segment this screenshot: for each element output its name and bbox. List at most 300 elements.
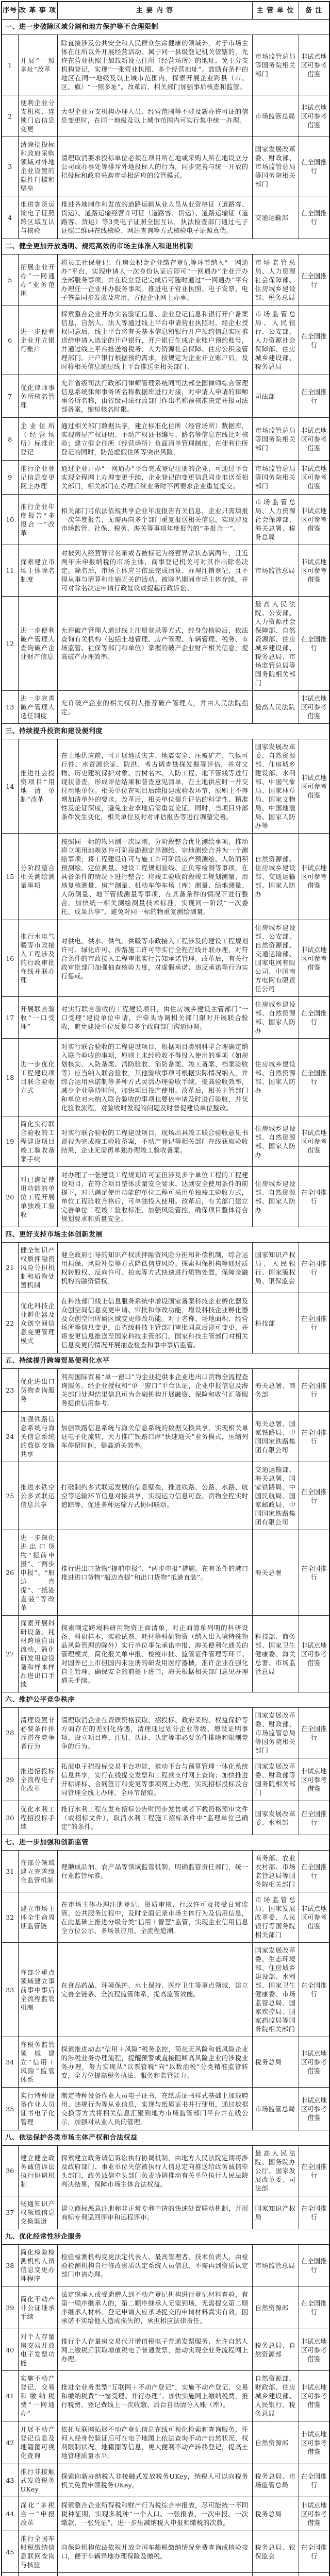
- row-number-cell: 2: [2, 95, 18, 137]
- main-content-cell: 依托互联网拓展不动产登记信息在线可视化检索和查询服务，任何人经身份验证后可在电子地图上依法查询不动产自然状况、权利限制状况、地籍图等信息，更大便利不动产转移登记，提高土地管理质量水平。: [57, 2421, 252, 2464]
- reform-item-cell: 推行全国车船税缴纳信息联网查询与核验: [18, 2531, 57, 2573]
- responsible-unit-cell: 市场监管总局、国家发展改革委、人民银行等国务院相关部门: [252, 1892, 299, 1943]
- row-number-cell: 22: [2, 1293, 18, 1353]
- remark-cell: 非试点地区可参考借鉴: [299, 35, 329, 95]
- row-number-cell: 41: [2, 2371, 18, 2421]
- main-content-cell: 打破制约多式联运发展的信息壁垒，推进铁路、公路、水路、航空等运输环节信息对接共享，实现运力信息可查、货物全程实时追踪等，促进多种运输方式协同联动。: [57, 1462, 252, 1530]
- table-row: [2, 597, 329, 691]
- responsible-unit-cell: 住房城乡建设部、自然资源部、国家人防办: [252, 1167, 299, 1227]
- responsible-unit-cell: 交通运输部、海关总署、国家铁路局、中国民航局、国家邮政局、中国国家铁路集团有限公司: [252, 1462, 299, 1530]
- responsible-unit-cell: [252, 2573, 299, 2576]
- reform-item-cell: 进一步便利破产管理人查询破产企业财产信息: [18, 597, 57, 691]
- reform-item-cell: 进一步便利企业开立银行账户: [18, 306, 57, 375]
- responsible-unit-cell: 税务总局: [252, 2037, 299, 2088]
- row-number-cell: 25: [2, 1462, 18, 1530]
- table-row: [2, 545, 329, 597]
- responsible-unit-cell: 司法部: [252, 375, 299, 418]
- remark-cell: 非试点地区可参考借鉴: [299, 920, 329, 997]
- main-content-cell: 除直接涉及公共安全和人民群众生命健康的领域外，对于市场主体在住所以外开展经营活动、属于同一县级登记机关管辖的，允许在营业执照上加载新设立住所（经营场所）的地址，免于分支机构登记，实现“一张营业执照、多个经营地址”。鼓励有条件的地区在同一地级及以上城市范围内，探索开展企业跨县（市、区、旗）“一照多址”。改革后，相关部门加强事后核查和监管。: [57, 35, 252, 95]
- remark-cell: 非试点地区可参考借鉴: [299, 2329, 329, 2371]
- table-row: [2, 997, 329, 1039]
- remark-cell: 在全国推行: [299, 375, 329, 418]
- responsible-unit-cell: 住房城乡建设部、自然资源部、国家人防办: [252, 1039, 299, 1116]
- section-title: 三、持续提升投资和建设便利度: [2, 724, 329, 739]
- main-content-cell: 探索推进动态“信用＋风险”税务监控，简化无风险和低风险企业的涉税业务办理流程，提醒预警或直接阻断高风险企业的涉税业务办理，努力实现从“以票管税”向“以数治税”分类精准监管转变，全方位提高税务执法、服务和监管能力。: [57, 2037, 252, 2088]
- section-header-row: [2, 1227, 329, 1243]
- responsible-unit-cell: 市场监管总局等国务院相关部门: [252, 35, 299, 95]
- responsible-unit-cell: 海关总署: [252, 1530, 299, 1616]
- main-content-cell: 对供电、供水、供气、供暖等市政接入工程涉及的建设工程规划许可、绿化许可、涉路施工许可等实行全程在线并联办理，对符合条件的市政接入工程审批实行告知承诺管理。改革后，有关行政审批部门加强抽查核验力度，对虚假承诺、违反承诺等行为实行惩戒。: [57, 920, 252, 997]
- column-header-no: 序号: [2, 2, 18, 20]
- table-row: [2, 2146, 329, 2196]
- main-content-cell: 允许省级司法行政部门律师管理系统同司法部全国律师综合管理信息系统律师事务所名称数据库进行对接，对申请人申请的律师事务所名称，由省级司法行政部门作出名称预核准决定并报司法部备案，缩短核名时限。: [57, 375, 252, 418]
- column-header-content: 主 要 内 容: [57, 2, 252, 20]
- responsible-unit-cell: 国家发展改革委、水利部: [252, 1801, 299, 1835]
- table-row: [2, 691, 329, 724]
- reform-item-cell: 推行企业登记信息变更网上办理: [18, 461, 57, 495]
- table-row: [2, 2245, 329, 2286]
- table-row: [2, 1412, 329, 1462]
- table-row: [2, 306, 329, 375]
- reform-item-cell: 开展联合验收“一口受理”: [18, 997, 57, 1039]
- remark-cell: 在全国推行: [299, 1369, 329, 1412]
- main-content-cell: 在市场主体办理注册登记、资质审核、行政许可及接受日常监管、公共服务过程中，及时全面记录市场主体行为及信用信息，在此基础上推进分级分类“信用＋智慧”监管，实现企业信用信息全方位公示、多场景应用、全流程追溯。: [57, 1892, 252, 1943]
- section-title: 二、健全更加开放透明、规范高效的市场主体准入和退出机制: [2, 239, 329, 255]
- row-number-cell: 14: [2, 739, 18, 834]
- main-content-cell: 相关部门可依法依规共享企业年度报告有关信息，企业只需填报一次年度报告，无需再向多个部门重复报送相关信息，实现涉及市场监管、社保、税务、海关等事项年度报告的“多报合一”。: [57, 495, 252, 545]
- reform-item-cell: 清理设置非必要条件排斥潜在竞争者行为: [18, 1708, 57, 1758]
- row-number-cell: 31: [2, 1851, 18, 1892]
- remark-cell: 非试点地区可参考借鉴: [299, 2421, 329, 2464]
- row-number-cell: 27: [2, 1616, 18, 1692]
- reform-item-cell: 便利企业分支机构、连锁门店信息变更: [18, 95, 57, 137]
- main-content-cell: 探索建立政务诚信诉讼执行协调机制，由地方人民法院定期将涉及政府部门、事业单位失信被执行人信息定向推送给政务诚信牵头部门，政务诚信牵头部门负责协调推动有关单位执行人民法院判决结果，保障市场主体合法权益。: [57, 2146, 252, 2196]
- remark-cell: 在全国推行: [299, 1293, 329, 1353]
- responsible-unit-cell: 市场监管总局、人民银行、公安部、人力资源社会保障部、住房城乡建设部、税务总局: [252, 306, 299, 375]
- remark-cell: 非试点地区可参考借鉴: [299, 2088, 329, 2130]
- remark-cell: 在全国推行: [299, 2196, 329, 2229]
- remark-cell: 在全国推行: [299, 2531, 329, 2573]
- main-content-cell: 通过相关部门数据共享，建立标准化住所（经营场所）数据库，实现房屋产权证明、不动产权证书编号、路名等信息在线比对核验；建立健全住所（经营场所）负面清单管理制度，在便利住所登记的同时，防范虚假住所等突出风险。: [57, 418, 252, 461]
- remark-cell: 在全国推行: [299, 1462, 329, 1530]
- reform-item-cell: 优化进出口货物查询服务: [18, 1369, 57, 1412]
- main-content-cell: 推行进出口货物“提前申报”、“两步申报”措施。在有条件的港口推进进口货物“船边直提”和出口货物“抵港直装”。: [57, 1530, 252, 1616]
- reform-item-cell: 探索开展科研设备、耗材跨境自由流动，简化研发用途设备和样本样品进出口手续: [18, 1616, 57, 1692]
- table-row: [2, 920, 329, 997]
- responsible-unit-cell: 科技部、商务部、国家卫生健康委、海关总署、市场监管总局: [252, 1616, 299, 1692]
- reform-item-cell: 畅通知识产权领域信息交换渠道: [18, 2196, 57, 2229]
- remark-cell: 在全国推行: [299, 1167, 329, 1227]
- remark-cell: 在全国推行: [299, 1412, 329, 1462]
- main-content-cell: 理顺成品油、农产品等领域监管机制，明确监管责任部门，统一行业监管标准。: [57, 1851, 252, 1892]
- table-row: [2, 2531, 329, 2573]
- reform-item-cell: 在部分重点领域建立事前事中事后全流程监管机制: [18, 1943, 57, 2037]
- responsible-unit-cell: 商务部、农业农村部、市场监管总局等国务院相关部门: [252, 1851, 299, 1892]
- section-title: 九、优化经常性涉企服务: [2, 2229, 329, 2245]
- main-content-cell: 法定继承人或受遗赠人到不动产登记机构进行登记材料查验，有第一顺序继承人的，第二顺序继承人无需到场，无需提交第二顺序继承人材料。登记申请人应承诺提交的申请材料真实有效，因承诺不实给他人造成损失的，承担相应法律责任。: [57, 2286, 252, 2329]
- reform-item-cell: 深化“多税合一”申报改革: [18, 2497, 57, 2531]
- section-title: 四、更好支持市场主体创新发展: [2, 1227, 329, 1243]
- section-header-row: [2, 1353, 329, 1369]
- main-content-cell: 对实行联合验收的工程建设项目，由住房城乡建设主管部门“一口受理”建设单位申请，并牵头协调相关部门限时开展联合验收，避免建设单位反复与多个政府部门沟通协调。: [57, 997, 252, 1039]
- main-content-cell: 检验检测机构变更法定代表人、最高管理者、技术负责人，由检验检测机构自行修改资质认定系统人员信息，不需再到资质认定部门申请办理。: [57, 2245, 252, 2286]
- remark-cell: 非试点地区可参考借鉴: [299, 461, 329, 495]
- main-content-cell: 在食品药品、环境保护、水土保持、医疗卫生等重点领域，建立完善全链条、全流程监管体系，提高监管效能。: [57, 1943, 252, 2037]
- row-number-cell: 23: [2, 1369, 18, 1412]
- reform-item-cell: 拓展企业开办“一网通办”业务范围: [18, 255, 57, 306]
- reform-item-cell: 简化不动产非公证继承手续: [18, 2286, 57, 2329]
- table-row: [2, 1851, 329, 1892]
- main-content-cell: [57, 2573, 252, 2576]
- table-row: [2, 1116, 329, 1167]
- table-row: [2, 2464, 329, 2497]
- responsible-unit-cell: 自然资源部、财政部、住房城乡建设部、人民银行、税务总局: [252, 2371, 299, 2421]
- table-row: [2, 1369, 329, 1412]
- responsible-unit-cell: 国家知识产权局、人民银行、国家版权局、银保监会: [252, 1243, 299, 1293]
- remark-cell: 在全国推行: [299, 2245, 329, 2286]
- table-row: [2, 196, 329, 239]
- main-content-cell: 清理取消企业在资质资格获取、招投标、政府采购、权益保护等方面存在的差别化待遇，清理通过划分企业等级、增设证明事项、设立项目库、注册、认证、认定等非必要条件排除和限制竞争的行为。: [57, 1708, 252, 1758]
- responsible-unit-cell: 最高人民法院、公安部、人力资源社会保障部、自然资源部、住房城乡建设部、税务总局、市场监管总局等国务院相关部门: [252, 597, 299, 691]
- main-content-cell: 大型企业分支机构办理人员、经营范围等不涉及新办许可证的信息变更时，在同一地级及以上城市范围内可实行集中统一办理。: [57, 95, 252, 137]
- section-header-row: [2, 724, 329, 739]
- section-header-row: [2, 239, 329, 255]
- responsible-unit-cell: 自然资源部、住房城乡建设部、交通运输部、国家人防办: [252, 834, 299, 920]
- main-content-cell: 将员工社保登记、住房公积金企业缴存登记等环节纳入“一网通办”平台，实现申请人一次身份认证后即可“一网通办”企业开办全部服务事项，并在设立登记完成后可随时通过“一网通办”平台办理任一企业开办服务事项。推进电子营业执照、电子发票、电子签章同步发放及应用，方便企业网上办事。: [57, 255, 252, 306]
- column-header-note: 备 注: [299, 2, 329, 20]
- remark-cell: 在全国推行: [299, 597, 329, 691]
- responsible-unit-cell: 自然资源部: [252, 2421, 299, 2464]
- row-number-cell: 38: [2, 2245, 18, 2286]
- section-header-row: [2, 2130, 329, 2146]
- remark-cell: 非试点地区可参考借鉴: [299, 545, 329, 597]
- remark-cell: 在全国推行: [299, 1243, 329, 1293]
- reform-item-cell: 推行企业年度报告“多报合一”改革: [18, 495, 57, 545]
- main-content-cell: 对实行联合验收的工程建设项目，现场出具竣工联合验收意见书即视为完成竣工验收备案，不动产登记等相关部门在线获取验收结果，企业无需再单独办理竣工验收备案。: [57, 1116, 252, 1167]
- row-number-cell: 18: [2, 1039, 18, 1116]
- reform-item-cell: 推行水电气暖等市政接入工程涉及的行政审批在线并联办理: [18, 920, 57, 997]
- responsible-unit-cell: 市场监管总局: [252, 2245, 299, 2286]
- table-row: [2, 2497, 329, 2531]
- responsible-unit-cell: 海关总署、商务部: [252, 1369, 299, 1412]
- row-number-cell: 36: [2, 2146, 18, 2196]
- reform-item-cell: 优化律师事务所核名管理: [18, 375, 57, 418]
- row-number-cell: 43: [2, 2464, 18, 2497]
- main-content-cell: 探索整合企业所得税和财产行为税综合申报表，尽可能统一不同税种征期，实现多税种“一个入口、一张报表、一次申报、一次缴款、一张凭证”，进一步压减纳税人申报和缴税的次数。: [57, 2497, 252, 2531]
- reform-item-cell: 探索建立市场主体除名制度: [18, 545, 57, 597]
- row-number-cell: 3: [2, 137, 18, 196]
- row-number-cell: 13: [2, 691, 18, 724]
- remark-cell: 在全国推行: [299, 306, 329, 375]
- table-row: [2, 375, 329, 418]
- reform-item-cell: 对已满足使用功能的单位工程开展单独竣工验收: [18, 1167, 57, 1227]
- responsible-unit-cell: 税务总局、银保监会: [252, 2531, 299, 2573]
- table-row: [2, 2329, 329, 2371]
- main-content-cell: 允许破产管理人通过线上注册登录等方式，经身份核验后，依法查询有关机构（包括土地管理、房产管理、车辆管理、税务、市场监管、社保等部门和单位）掌握的破产企业财产相关信息，提高破产办理效率。: [57, 597, 252, 691]
- table-row: [2, 2573, 329, 2576]
- row-number-cell: 32: [2, 1892, 18, 1943]
- table-row: [2, 1243, 329, 1293]
- row-number-cell: 40: [2, 2329, 18, 2371]
- row-number-cell: 33: [2, 1943, 18, 2037]
- column-header-unit: 主 管 单 位: [252, 2, 299, 20]
- remark-cell: 非试点地区可参考借鉴: [299, 2371, 329, 2421]
- responsible-unit-cell: 住房城乡建设部、自然资源部、国家人防办: [252, 1116, 299, 1167]
- reform-item-cell: 推进社会投资项目“用地清单制”改革: [18, 739, 57, 834]
- row-number-cell: 6: [2, 306, 18, 375]
- main-content-cell: 按照同一标的物只测一次原则，分阶段整合优化测绘事项，推动将立项用地规划许可阶段勘测定界测绘、宗地测绘合并为一个测绘事项；将工程建设许可与施工许可阶段房产预测绘、人防面积预测绘、定位测量、建设工程规划验线、正负零检测等事项，在具备条件的情况下进行整合；将竣工验收阶段竣工规划测量、用地复核测量、房产测量、机动车停车场（库）测量、绿地测量、人防测量、地下管线测量等事项，在具备条件的情况下进行整合。加快统一相关测绘测量技术标准，实现同一阶段“一次委托、成果共享”，避免对同一标的物重复测绘测量。: [57, 834, 252, 920]
- row-number-cell: 42: [2, 2421, 18, 2464]
- reform-item-cell: 开展不动产登记信息及地籍图可视化查询: [18, 2421, 57, 2464]
- table-row: [2, 1801, 329, 1835]
- main-content-cell: 在土地供应前，可开展地质灾害、地震安全、压覆矿产、气候可行性、水资源论证、防洪、考古调查勘探发掘等评估，并对文物、历史建筑保护对象、古树名木、人防工程、地下管线等进行现状普查，形成评估结果和普查意见清单，在土地供应时一并交付用地单位。相关单位在项目后续报建或验收环节，原则上不得增加清单外的要求。改革后，相关单位提升评估的科学性、精准性及论证深度，避免企业拿地后需重复论证。同时，当项目外部条件发生变化，相关单位及时对评估报告等进行调整完善。: [57, 739, 252, 834]
- main-content-cell: 建立商标恶意注册和非正常专利申请的快速处置联动机制，开展商标专利巡回评审和远程评审。: [57, 2196, 252, 2229]
- main-content-cell: 在科技部门线上信息服务系统中增设国家备案科技企业孵化器及众创空间信息变更申请、审批和修改功能，增设科技企业孵化器及众创空间所属区域变更修改功能。对于名称、场地面积、经营场所等信息变更，由省级科技主管部门审批同意后即可变更，并将变更信息推送至国家科技主管部门。国家科技主管部门对相关信息变更的情况开展抽查检查和事中事后监管。: [57, 1293, 252, 1353]
- responsible-unit-cell: 市场监管总局、人力资源社会保障部、海关总署、税务总局: [252, 495, 299, 545]
- responsible-unit-cell: 最高人民法院、国务院办公厅、国家发展改革委、司法部: [252, 2146, 299, 2196]
- row-number-cell: 5: [2, 255, 18, 306]
- reform-item-cell: 进一步完善破产管理人选任制度: [18, 691, 57, 724]
- responsible-unit-cell: 国家发展改革委、财政部、市场监管总局等国务院相关部门: [252, 1708, 299, 1758]
- responsible-unit-cell: 自然资源部: [252, 2286, 299, 2329]
- remark-cell: 非试点地区可参考借鉴: [299, 1758, 329, 1801]
- table-row: [2, 137, 329, 196]
- section-header-row: [2, 1692, 329, 1708]
- row-number-cell: 11: [2, 545, 18, 597]
- row-number-cell: 39: [2, 2286, 18, 2329]
- remark-cell: 在全国推行: [299, 1530, 329, 1616]
- row-number-cell: 9: [2, 461, 18, 495]
- row-number-cell: 28: [2, 1708, 18, 1758]
- table-row: [2, 1943, 329, 2037]
- row-number-cell: 19: [2, 1116, 18, 1167]
- section-title: 八、依法保护各类市场主体产权和合法权益: [2, 2130, 329, 2146]
- remark-cell: 在全国推行: [299, 196, 329, 239]
- table-row: [2, 1530, 329, 1616]
- reform-item-cell: 实施不动产登记、交易和缴纳税费“一网通办”: [18, 2371, 57, 2421]
- responsible-unit-cell: 最高人民法院: [252, 691, 299, 724]
- responsible-unit-cell: 市场监管总局: [252, 95, 299, 137]
- responsible-unit-cell: 交通运输部: [252, 196, 299, 239]
- remark-cell: 在全国推行: [299, 1801, 329, 1835]
- main-content-cell: 拓展电子招投标交易平台功能，推动平台与预算管理一体化系统信息共享，实行在线提交发票和工程款支付网上查询；加快推进开标评标、合同签订和变更等事项网上办理，实现招标投标及合同管理全线上办理、全环节留痕。: [57, 1758, 252, 1801]
- row-number-cell: 8: [2, 418, 18, 461]
- remark-cell: 非试点地区可参考借鉴: [299, 95, 329, 137]
- table-row: [2, 2088, 329, 2130]
- table-row: [2, 1462, 329, 1530]
- responsible-unit-cell: 税务总局、市场监管总局: [252, 2464, 299, 2497]
- reform-item-cell: 优化水利工程招投标手续: [18, 1801, 57, 1835]
- table-row: [2, 2286, 329, 2329]
- table-row: [2, 739, 329, 834]
- reform-item-cell: 开展“一照多址”改革: [18, 35, 57, 95]
- reform-item-cell: 推进客货运输电子证照跨区域互认与核验: [18, 196, 57, 239]
- remark-cell: 非试点地区可参考借鉴: [299, 1116, 329, 1167]
- responsible-unit-cell: 科技部: [252, 1293, 299, 1353]
- reform-item-cell: 建立健全政务诚信诉讼执行协调机制: [18, 2146, 57, 2196]
- reform-item-cell: 推进招投标全流程电子化改革: [18, 1758, 57, 1801]
- row-number-cell: 20: [2, 1167, 18, 1227]
- remark-cell: 非试点地区可参考借鉴: [299, 1616, 329, 1692]
- responsible-unit-cell: 国家发展改革委、生态环境部、住房城乡建设部、水利部、国家卫生健康委、市场监管总局、国家疾控局、国家药监局等国务院相关部门: [252, 1943, 299, 2037]
- remark-cell: 非试点地区可参考借鉴: [299, 495, 329, 545]
- row-number-cell: 34: [2, 2037, 18, 2088]
- row-number-cell: 45: [2, 2531, 18, 2573]
- section-title: 六、维护公平竞争秩序: [2, 1692, 329, 1708]
- main-content-cell: 探索整合企业开办实名验证信息、企业登记信息和银行开户备案信息，自然人、法人等通过线上平台申请营业执照时，经企业授权同意后，线上平台将有关基本信息和银行开户预约信息实时推送给申请人选定的开户银行，开户银行生成企业账户预约账号，并通过线上平台推送给税务、人力资源社会保障、住房公积金管理部门。开户银行根据预约需求，按规定为企业开立账户后，及时将相关信息通过线上平台推送至相关部门。: [57, 306, 252, 375]
- remark-cell: 在全国推行: [299, 997, 329, 1039]
- main-content-cell: 推行个人存量房交易代开增值税电子普通发票服务，允许自然人网上缴税后获取增值税电子普通发票，推动实现全业务流程网上办理。: [57, 2329, 252, 2371]
- responsible-unit-cell: 市场监管总局、人力资源社会保障部、住房城乡建设部、税务总局: [252, 255, 299, 306]
- main-content-cell: 利用国际贸易“单一窗口”为企业提供本企业进出口货物全流程查询服务。经企业授权和“单一窗口”平台认证，企业申报信息及海关部门处理结果信息可为金融机构开展融资、保险和收付汇等服务提供信用参考。: [57, 1369, 252, 1412]
- row-number-cell: 26: [2, 1530, 18, 1616]
- main-content-cell: 探索制定跨境科研用物资正面清单，对正面清单列明的科研设备、科研样本、实验试剂、耗材等科研物资（纳入出入境特殊物品风险管理的除外）实行单位事先承诺申报、海关便利化通关的管理模式，简化报关单申报、检疫审批、监管证件管理等环节。对国外已上市但国内未注册的研发用医疗器械，准许企业在强化自主管理、确保安全的前提下进口，海关根据相关部门意见办理通关手续。: [57, 1616, 252, 1692]
- row-number-cell: 16: [2, 920, 18, 997]
- section-title: 五、持续提升跨境贸易便利化水平: [2, 1353, 329, 1369]
- responsible-unit-cell: 市场监管总局: [252, 545, 299, 597]
- table-row: [2, 35, 329, 95]
- responsible-unit-cell: 住房城乡建设部、自然资源部、国家人防办: [252, 997, 299, 1039]
- main-content-cell: 对办理了一张建设工程规划许可证但涉及多个单位工程的工程建设项目，在符合项目整体质量安全要求、达到安全使用条件的前提下，对已满足使用功能的单位工程可采用单独竣工验收方式，单位工程验收合格后，可单独投入使用。改革后，有关部门建立完善单位工程竣工验收标准，加强风险管控，确保项目整体符合规划要求和质量安全。: [57, 1167, 252, 1227]
- remark-cell: 在全国推行: [299, 255, 329, 306]
- remark-cell: 在全国推行: [299, 137, 329, 196]
- responsible-unit-cell: 国家发展改革委、财政部、市场监管总局等国务院相关部门: [252, 137, 299, 196]
- reform-item-cell: 加强铁路信息系统与海关信息系统的数据交换共享: [18, 1412, 57, 1462]
- table-row: [2, 2421, 329, 2464]
- reform-item-cell: 进一步优化工程建设项目联合验收方式: [18, 1039, 57, 1116]
- row-number-cell: 10: [2, 495, 18, 545]
- reform-item-cell: 对个人存量房交易开放电子发票功能: [18, 2329, 57, 2371]
- main-content-cell: 对被列入经营异常名录或者被标记为经营异常状态满两年，且近两年未申报纳税的市场主体，商事登记机关可对其作出除名决定。除名后，市场主体应当依法完成清算、办理注销登记，且不得从事与清算和注销无关的活动。被除名期间市场主体存续，并可对除名决定申请行政复议或提起行政诉讼。: [57, 545, 252, 597]
- section-header-row: [2, 1835, 329, 1851]
- table-row: [2, 2037, 329, 2088]
- main-content-cell: 清理取消要求投标单位必须在项目所在地或采购人所在地设立分公司或办事处等排斥外地投标人的行为，同步完善与统一开放的招投标和政府采购市场相适应的监管模式。: [57, 137, 252, 196]
- remark-cell: 在全国推行: [299, 1851, 329, 1892]
- main-content-cell: 向保险机构依法依规开放全国车船税缴纳情况免费查询或核验接口，便于车辆异地办理保险及缴税。: [57, 2531, 252, 2573]
- remark-cell: 非试点地区可参考借鉴: [299, 2497, 329, 2531]
- column-header-item: 改 革 事 项: [18, 2, 57, 20]
- remark-cell: 在全国推行: [299, 1708, 329, 1758]
- main-content-cell: 推行水利工程在发布招标公告时同步发售或者下载资格预审文件（或招标文件），取消水利工程施工招标条件中“监理单位已确定”的条件。: [57, 1801, 252, 1835]
- row-number-cell: 15: [2, 834, 18, 920]
- table-row: [2, 2371, 329, 2421]
- main-content-cell: 通过企业开办“一网通办”平台完成登记注册的企业，可通过平台实现全程网上办理变更手续，企业登记的变更信息同步推送至相关部门，相关部门在办理后续业务时不再要求企业重复提交。: [57, 461, 252, 495]
- remark-cell: 非试点地区可参考借鉴: [299, 691, 329, 724]
- reform-item-cell: 分阶段整合相关测绘测量事项: [18, 834, 57, 920]
- table-row: [2, 1708, 329, 1758]
- main-content-cell: 加强铁路信息系统与海关信息系统的数据交换共享，实现相关单证电子化流转，大力推广铁路口岸“快速通关”业务模式，压缩列车停留时间，提高通关效率。: [57, 1412, 252, 1462]
- table-row: [2, 461, 329, 495]
- main-content-cell: 制定特种设备作业人员电子证书，在纸质证书样式基础上加载聘用、违规行为等从业信息，实现与纸质证书并行使用，通过数据交换等方式将相关信息汇聚到地方市场监管部门平台并在线公示，加强对从业人员的管理。: [57, 2088, 252, 2130]
- table-row: [2, 495, 329, 545]
- remark-cell: 非试点地区可参考借鉴: [299, 2037, 329, 2088]
- table-row: [2, 95, 329, 137]
- responsible-unit-cell: 海关总署、国家铁路局、中国国家铁路集团有限公司: [252, 1412, 299, 1462]
- row-number-cell: 44: [2, 2497, 18, 2531]
- row-number-cell: 37: [2, 2196, 18, 2229]
- row-number-cell: 12: [2, 597, 18, 691]
- reform-item-cell: 企业住所（经营场所）标准化登记: [18, 418, 57, 461]
- main-content-cell: 允许破产企业的相关权利人推荐破产管理人，并由人民法院指定。: [57, 691, 252, 724]
- row-number-cell: 24: [2, 1412, 18, 1462]
- reform-item-cell: 进一步深化进出口货物“提前申报”、“两步申报”、“船边直提”、“抵港直装”等改革: [18, 1530, 57, 1616]
- table-row: [2, 2196, 329, 2229]
- reform-item-cell: 优化科技企业孵化器及众创空间信息变更管理模式: [18, 1293, 57, 1353]
- main-content-cell: 推进全业务类型“互联网＋不动产登记”，实施不动产登记、交易和缴纳税费“一窗受理、并行办理”。加快实施网上缴纳税费，推行税费、登记费线上一次收缴、后台自动清分入账（库）。: [57, 2371, 252, 2421]
- reform-item-cell: 简化实行联合验收的工程建设项目竣工验收备案手续: [18, 1116, 57, 1167]
- table-row: [2, 418, 329, 461]
- remark-cell: 在全国推行: [299, 2464, 329, 2497]
- remark-cell: 非试点地区可参考借鉴: [299, 418, 329, 461]
- responsible-unit-cell: 市场监管总局等国务院相关部门: [252, 461, 299, 495]
- row-number-cell: 29: [2, 1758, 18, 1801]
- main-content-cell: 推进各地制作和发放的道路运输从业人员从业资格证（道路客、货运）、道路运输经营许可证（道路客、货运）、道路运输证（道路客、货运）等3类电子证照全国互认，执法检查部门通过电子证照二维码在线核验、网站查询等方式核验电子证照真伪。: [57, 196, 252, 239]
- reform-item-cell: 在部分领域建立完善综合监管机制: [18, 1851, 57, 1892]
- table-row: [2, 1167, 329, 1227]
- section-title: 七、进一步加强和创新监管: [2, 1835, 329, 1851]
- main-content-cell: 对实行联合验收的工程建设项目，根据项目类别科学合理确定纳入联合验收的事项，原则上未经验收不得投入使用的事项（如规划核实、人防备案、消防验收、消防备案、竣工备案、档案验收等）应当纳入联合验收，其他验收事项可根据实际情况纳入，并综合运用承诺制等多种方式灵活办理验收手续，提高验收效率，减少企业等待时间，加快项目投产使用。改革后，相关主管部门和单位对未纳入联合验收的事项也要依申请及时进行验收，并优化验收流程，对验收时发现的问题及时督促建设单位整改。: [57, 1039, 252, 1116]
- table-row: [2, 834, 329, 920]
- reform-item-cell: 在税务监管领域建立“信用＋风险”监管体系: [18, 2037, 57, 2088]
- reform-item-cell: 简化检验检测机构人员信息变更办理程序: [18, 2245, 57, 2286]
- row-number-cell: [2, 2573, 18, 2576]
- table-row: [2, 255, 329, 306]
- section-title: 一、进一步破除区域分割和地方保护等不合理限制: [2, 20, 329, 35]
- responsible-unit-cell: 市场监管总局: [252, 2088, 299, 2130]
- row-number-cell: 4: [2, 196, 18, 239]
- table-row: [2, 1892, 329, 1943]
- remark-cell: 在全国推行: [299, 2146, 329, 2196]
- section-header-row: [2, 20, 329, 35]
- table-body: [2, 20, 329, 2576]
- table-row: [2, 1293, 329, 1353]
- table-header-row: [2, 2, 329, 20]
- row-number-cell: 30: [2, 1801, 18, 1835]
- row-number-cell: 7: [2, 375, 18, 418]
- responsible-unit-cell: 市场监管总局等国务院相关部门: [252, 418, 299, 461]
- reform-items-table: [1, 1, 330, 2576]
- table-row: [2, 1616, 329, 1692]
- section-header-row: [2, 2229, 329, 2245]
- responsible-unit-cell: 国家知识产权局: [252, 2196, 299, 2229]
- reform-item-cell: 清除招投标和政府采购领域对外地企业设置的隐性门槛和壁垒: [18, 137, 57, 196]
- remark-cell: 在全国推行: [299, 1039, 329, 1116]
- responsible-unit-cell: 国家发展改革委、财政部等国务院相关部门: [252, 1758, 299, 1801]
- table-row: [2, 1039, 329, 1116]
- remark-cell: 非试点地区可参考借鉴: [299, 739, 329, 834]
- reform-item-cell: 推行非接触式发放税务UKey: [18, 2464, 57, 2497]
- row-number-cell: 35: [2, 2088, 18, 2130]
- table-row: [2, 1758, 329, 1801]
- reform-item-cell: 推进水铁空公多式联运信息共享: [18, 1462, 57, 1530]
- remark-cell: [299, 2573, 329, 2576]
- reform-item-cell: [18, 2573, 57, 2576]
- remark-cell: 非试点地区可参考借鉴: [299, 834, 329, 920]
- responsible-unit-cell: 住房城乡建设部、公安部、自然资源部、交通运输部、国家电网有限公司、中国南方电网有限责任公司: [252, 920, 299, 997]
- main-content-cell: 健全政府引导的知识产权质押融资风险分担和补偿机制，综合运用担保、风险补偿等方式降低信贷风险。探索担保机构等通过质权转股权、反向许可、拍卖等方式快速进行质物处置，保障金融机构的融资债权。: [57, 1243, 252, 1293]
- remark-cell: 在全国推行: [299, 2286, 329, 2329]
- remark-cell: 在全国推行: [299, 1943, 329, 2037]
- row-number-cell: 1: [2, 35, 18, 95]
- row-number-cell: 21: [2, 1243, 18, 1293]
- responsible-unit-cell: 税务总局、自然资源部: [252, 2329, 299, 2371]
- reform-item-cell: 健全知识产权质押融资风险分担机制和质物处置机制: [18, 1243, 57, 1293]
- responsible-unit-cell: 税务总局: [252, 2497, 299, 2531]
- remark-cell: 非试点地区可参考借鉴: [299, 1892, 329, 1943]
- reform-item-cell: 建立市场主体全生命周期监管链: [18, 1892, 57, 1943]
- responsible-unit-cell: 国家发展改革委、自然资源部、住房城乡建设部、水利部、中国气象局、国家林草局、国家文物局、中国地震局、国家人防办等: [252, 739, 299, 834]
- main-content-cell: 探索向新办纳税人非接触式发放税务UKey，纳税人可以向税务机关免费申领税务UKey。: [57, 2464, 252, 2497]
